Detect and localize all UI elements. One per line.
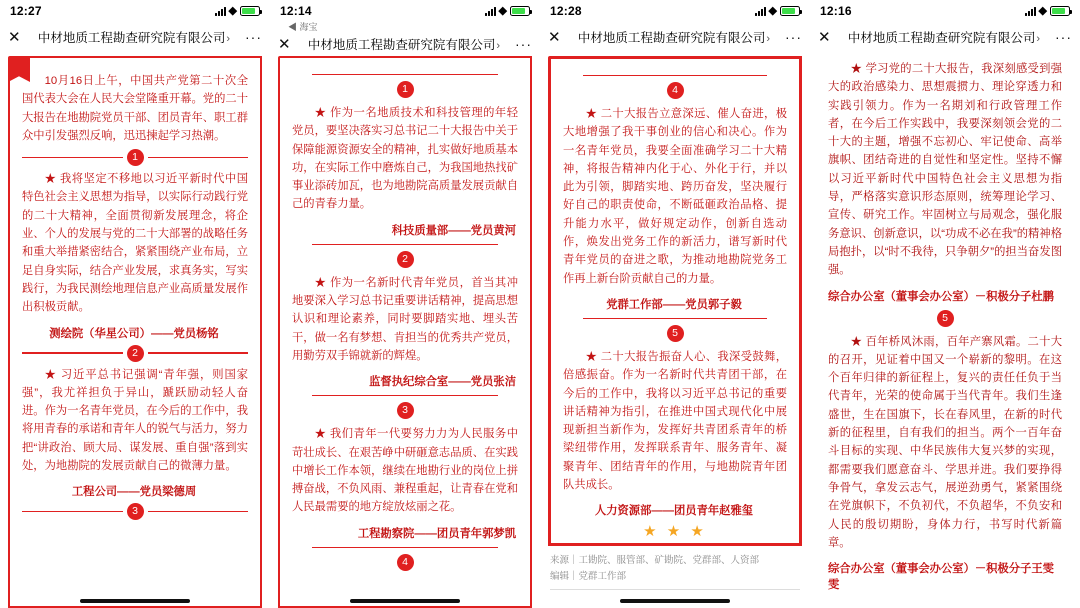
signature: 综合办公室（董事会办公室）－积极分子王雯雯 — [828, 563, 1054, 592]
page-title-text: 中材地质工程勘查研究院有限公司 — [307, 38, 496, 52]
nav-bar — [810, 22, 1080, 52]
page-title-text: 中材地质工程勘查研究院有限公司 — [37, 31, 226, 45]
paragraph: ★ 学习党的二十大报告，我深刻感受到强大的政治感染力、思想震掼力、理论穿透力和实践引领力。作为一名期刘和行政管理工作者，在今后工作实践中，我要深刻领会党的二十大的主题，增强不忘初心、牢记使命、高举旗帜、团结奇进的自觉性和坚定性。坚持不懈以习近平新时代中国特色社会主义思想为指导，严格落实意识形态原则，统筹理论学习、宣传、研究工作。牢固树立与局观念，强化服务意识、创新意识，以“功成不必在我”的精神格局抱扑，以“时不我待，只争朝夕”的担当奋发图强。 — [828, 63, 1062, 277]
signature: 党群工作部——党员郭子毅 — [606, 298, 742, 311]
wifi-icon: ◆ — [498, 5, 507, 17]
paragraph: ★ 我将坚定不移地以习近平新时代中国特色社会主义思想为指导，以实际行动践行党的二十大精神，全面贯彻新发展理念，将企业、个人的发展与党的二十大部署的战略任务和重大举措紧密结合，紧紧围绕产业布局，立足自身实际，结合产业发展，求真务实，写实践行，为我民测绘地理信息产业高质量发展作出积极贡献。 — [22, 173, 248, 314]
wifi-icon: ◆ — [768, 5, 777, 17]
home-indicator — [80, 599, 190, 603]
signal-icon — [1025, 7, 1036, 16]
article-card — [820, 52, 1070, 608]
status-bar — [810, 0, 1080, 22]
battery-icon — [240, 6, 260, 16]
signature: 工程勘察院——团员青年郭梦凯 — [357, 527, 516, 540]
chevron-right-icon: › — [1036, 33, 1041, 45]
signal-icon — [485, 7, 496, 16]
section-badge: 3 — [397, 402, 414, 419]
status-bar — [0, 0, 270, 22]
section-badge: 1 — [397, 81, 414, 98]
wifi-icon: ◆ — [228, 5, 237, 17]
section-badge: 5 — [937, 310, 954, 327]
article-card — [8, 56, 262, 608]
divider — [583, 75, 767, 76]
nav-bar — [540, 22, 810, 52]
divider — [583, 318, 767, 319]
page-title-text: 中材地质工程勘查研究院有限公司 — [577, 31, 766, 45]
page-title — [836, 28, 1052, 46]
section-badge: 2 — [397, 251, 414, 268]
article-card — [278, 56, 532, 608]
source-footer — [540, 547, 810, 592]
phone-screen-4 — [810, 0, 1080, 608]
chevron-right-icon: › — [496, 40, 501, 52]
back-to-app-label[interactable]: ◀ 海宝 — [288, 22, 318, 32]
battery-icon — [510, 6, 530, 16]
paragraph: ★ 我们青年一代要努力力为人民服务中苛壮成长、在艰苦峥中研砸意志品质、在实践中增长工作本领，继续在地勘行业的岗位上拼搏奋战，不负风雨、兼程重起，让青春在党和人民最需要的地方绽放炫丽之花。 — [292, 428, 518, 514]
page-title — [296, 35, 512, 53]
paragraph: ★ 二十大报告立意深远、催人奋进，极大地增强了我干事创业的信心和决心。作为一名青年党员，我要全面准确学习二十大精神，将报告精神内化于心、外化于行，并以此为引领，脚踏实地、跨历奋发，坚决履行好自己的职责使命，不断砥砸政治品格、提升能力水平，做好规定动作，创新自选动作，焕发出党务工作的新活力，谱写新时代青年党员的奋进之歌，为推动地勘院党务工作再上新台阶贡献自己的力量。 — [563, 108, 787, 285]
chevron-right-icon: › — [766, 33, 771, 45]
signature: 人力资源部——团员青年赵雅玺 — [594, 505, 754, 518]
status-bar — [270, 0, 540, 22]
status-time: 12:28 — [550, 4, 582, 18]
signature: 综合办公室（董事会办公室）－积极分子杜鹏 — [828, 290, 1054, 303]
page-title-text: 中材地质工程勘查研究院有限公司 — [847, 31, 1036, 45]
battery-icon — [780, 6, 800, 16]
divider — [312, 547, 498, 548]
article-card — [548, 56, 802, 546]
paragraph: ★ 习近平总书记强调“青年强，则国家强”，我尤祥担负于异山，蹏跃励动轻人奋进。作为一名青年党员，在今后的工作中，我将用青春的承诺和青年人的锐气与活力，努力把“讲政治、顾大局、谋发展、重自强”落到实处，为地勘院的发展贡献自己的微薄力量。 — [22, 368, 248, 473]
section-badge: 2 — [127, 345, 144, 362]
signature: 监督执纪综合室——党员张洁 — [369, 376, 516, 389]
status-time: 12:27 — [10, 4, 42, 18]
more-icon[interactable]: ··· — [785, 29, 802, 45]
editor-line: 编辑｜党群工作部 — [550, 570, 627, 582]
signature: 科技质量部——党员黄河 — [391, 224, 516, 237]
section-badge: 4 — [397, 554, 414, 571]
close-icon[interactable]: ✕ — [548, 29, 561, 46]
page-title — [26, 28, 242, 46]
more-icon[interactable]: ··· — [515, 36, 532, 52]
section-badge: 4 — [667, 82, 684, 99]
paragraph: ★ 二十大报告振奋人心、我深受鼓舞，倍感振奋。作为一名新时代共青团干部，在今后的工作中，我将以习近平总书记的重要讲话精神为指引，在推进中国式现代化中展现新担当新作为，发挥好共青团系青年的桥梁纽带作用，发挥联系青年、服务青年、凝聚青年、团结青年的作用，与地勘院青年团队共成长。 — [563, 350, 787, 492]
section-badge: 3 — [127, 503, 144, 520]
stars-decoration: ★ ★ ★ — [643, 523, 707, 541]
section-divider — [22, 503, 248, 520]
status-bar — [540, 0, 810, 22]
home-indicator — [620, 599, 730, 603]
phone-screen-2 — [270, 0, 540, 608]
signal-icon — [215, 7, 226, 16]
divider — [312, 244, 498, 245]
signature: 工程公司——党员梁德周 — [71, 486, 197, 499]
divider — [312, 74, 498, 75]
signal-icon — [755, 7, 766, 16]
section-divider — [22, 149, 248, 166]
chevron-right-icon: › — [226, 33, 231, 45]
home-indicator — [350, 599, 460, 603]
section-divider — [22, 345, 248, 362]
battery-icon — [1050, 6, 1070, 16]
paragraph: 10月16日上午，中国共产党第二十次全国代表大会在人民大会堂隆重开幕。党的二十大报告在地勘院党员干部、团员青年、职工群众中引发强烈反响，迅迅揀起学习热潮。 — [22, 75, 248, 142]
phone-screen-1 — [0, 0, 270, 608]
source-line: 来源｜工勘院、服管部、矿勘院、党群部、人资部 — [550, 554, 760, 566]
paragraph: ★ 百年桥风沐雨，百年产寨风霜。二十大的召开，见证着中国又一个崭新的黎明。在这个百年归律的新征程上，复兴的责任任负于当代青年，光荣的使命属于当代青年。我们生逢盛世，生在国旗下，长在春风里，在新的时代新的征程里，自有我们的担当。两个一百年奋斗目标的实现、中华民族伟大复兴梦的实现，都需要我们愿意奋斗、学思并进。我们要挣得争骨气，拿发云志气，展逆劲勇气，紧紧围绕在党旗帜下，不负初代，不负超华，不负安和人民的殷切期盼，身体力行，书写时代新篇章。 — [828, 335, 1062, 549]
paragraph: ★ 作为一名地质技术和科技管理的年轻党员，要坚决落实习总书记二十大报告中关于保障能源资源安全的精神，扎实做好地质基本功，在实际工作中磨炼自己，为我国地热找矿事业添砖加瓦，也为地勘院高质量发展贡献自己的青春力量。 — [292, 107, 518, 211]
more-icon[interactable]: ··· — [245, 29, 262, 45]
divider — [312, 395, 498, 396]
section-badge: 5 — [667, 325, 684, 342]
paragraph: ★ 作为一名新时代青年党员，首当其冲地要深入学习总书记重要讲话精神，提高思想认识和理论素养，同时要脚踏实地、埋头苦干，做一名有梦想、肯担当的优秀共产党员，用勤劳双手锦就新的辉煌。 — [292, 276, 518, 362]
phone-screen-3 — [540, 0, 810, 608]
wifi-icon: ◆ — [1038, 5, 1047, 17]
signature: 测绘院（华星公司）——党员杨铭 — [49, 327, 219, 340]
page-title — [566, 28, 782, 46]
more-icon[interactable]: ··· — [1055, 29, 1072, 45]
section-badge: 1 — [127, 149, 144, 166]
close-icon[interactable]: ✕ — [278, 36, 291, 53]
nav-bar — [270, 29, 540, 59]
close-icon[interactable]: ✕ — [8, 29, 21, 46]
close-icon[interactable]: ✕ — [818, 29, 831, 46]
status-time: 12:14 — [280, 4, 312, 18]
nav-bar — [0, 22, 270, 52]
status-time: 12:16 — [820, 4, 852, 18]
